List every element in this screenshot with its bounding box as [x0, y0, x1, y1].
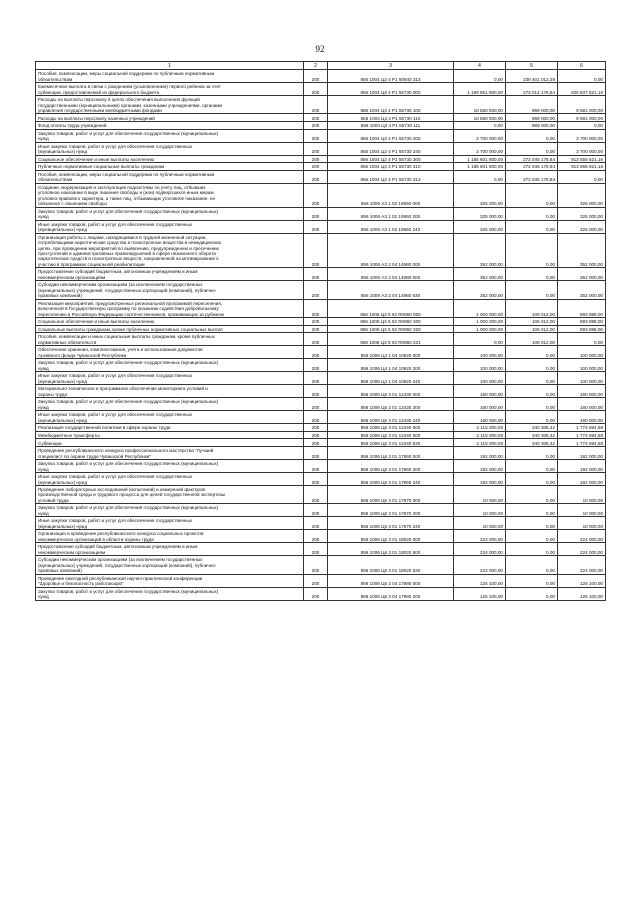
row-executed-amount: 106 012,00: [506, 325, 558, 333]
row-description: Закупка товаров, работ и услуг для обеспечения государственных (муниципальных) нужд: [36, 504, 304, 517]
row-description: Публичные нормативные социальные выплаты гражданам: [36, 163, 304, 171]
row-approved-amount: 1 000 000,00: [454, 317, 506, 325]
row-classification: 856 1006 А3 1 02 19950 240: [328, 220, 454, 233]
row-description: Проведение лабораторных исследований (испытаний) и измерений факторов производственной среды и трудового процесса для целей государственной экспертизы условий труда: [36, 485, 304, 503]
row-description: Закупка товаров, работ и услуг для обеспечения государственных (муниципальных) нужд: [36, 398, 304, 411]
row-unexecuted-amount: 182 000,00: [558, 459, 606, 472]
table-row: [36, 233, 606, 268]
row-description: Закупка товаров, работ и услуг для обеспечения государственных (муниципальных) нужд: [36, 359, 304, 372]
row-executed-amount: 0,00: [506, 220, 558, 233]
row-approved-amount: 125 100,00: [454, 574, 506, 587]
row-description: Иные закупки товаров, работ и услуг для обеспечения государственных (муниципальных) нужд: [36, 472, 304, 485]
column-header: 4: [454, 62, 506, 70]
row-code: 200: [304, 372, 328, 385]
row-code: 200: [304, 233, 328, 268]
row-classification: 856 1006 А3 1 02 19950 000: [328, 183, 454, 207]
budget-table: [35, 61, 606, 601]
row-approved-amount: 3 700 000,00: [454, 142, 506, 155]
row-unexecuted-amount: 893 988,00: [558, 299, 606, 317]
row-code: 200: [304, 472, 328, 485]
row-approved-amount: 325 000,00: [454, 207, 506, 220]
row-unexecuted-amount: 352 000,00: [558, 233, 606, 268]
row-approved-amount: 1 185 601 800,00: [454, 155, 506, 163]
row-unexecuted-amount: 325 000,00: [558, 183, 606, 207]
row-executed-amount: 0,00: [506, 472, 558, 485]
row-classification: 856 1004 Ц3 4 Р1 55730 240: [328, 142, 454, 155]
row-executed-amount: 0,00: [506, 556, 558, 574]
table-row: [36, 155, 606, 163]
row-approved-amount: 125 100,00: [454, 587, 506, 600]
row-code: 200: [304, 83, 328, 96]
row-approved-amount: 0,00: [454, 170, 506, 183]
row-code: 200: [304, 587, 328, 600]
row-code: 200: [304, 170, 328, 183]
row-description: Создание, модернизация и эксплуатация подсистемы по учету лиц, отбывших уголовное наказание в виде лишения свободы и (или) подвергшихся иным мерам уголовно-правового характера, а также лиц, отбывающих уголовное наказание, не связанное с лишением свободы: [36, 183, 304, 207]
row-classification: 856 1006 Ц3 5 02 R0860 320: [328, 325, 454, 333]
row-approved-amount: 100 000,00: [454, 359, 506, 372]
row-description: Закупка товаров, работ и услуг для обеспечения государственных (муниципальных) нужд: [36, 587, 304, 600]
row-classification: 856 1006 Ц6 3 01 18020 000: [328, 530, 454, 543]
row-classification: 856 1006 Ц6 3 01 17970 200: [328, 504, 454, 517]
table-row: [36, 411, 606, 424]
row-approved-amount: 10 000,00: [454, 517, 506, 530]
row-description: Проведение ежегодной республиканской научно-практической конференции "Здоровье и безопасность работающих": [36, 574, 304, 587]
row-unexecuted-amount: 160 000,00: [558, 385, 606, 398]
row-unexecuted-amount: 224 000,00: [558, 556, 606, 574]
row-code: 200: [304, 70, 328, 83]
row-description: Проведение республиканского конкурса профессионального мастерства "Лучший специалист по охране труда Чувашской Республики": [36, 446, 304, 459]
row-code: 200: [304, 163, 328, 171]
row-description: Расходы на выплаты персоналу в целях обеспечения выполнения функций государственными (муниципальными) органами, казенными учреждениями, органами управления государственными внебюджетными фондами: [36, 96, 304, 114]
row-classification: 856 1006 Ц6 3 01 12440 500: [328, 431, 454, 439]
table-row: [36, 281, 606, 299]
row-description: Ежемесячная выплата в связи с рождением (усыновлением) первого ребенка за счет субвенции, предоставляемой из федерального бюджета: [36, 83, 304, 96]
row-unexecuted-amount: 160 000,00: [558, 411, 606, 424]
table-row: [36, 142, 606, 155]
table-row: [36, 359, 606, 372]
row-approved-amount: 0,00: [454, 70, 506, 83]
row-approved-amount: 10 000,00: [454, 485, 506, 503]
row-executed-amount: 969 000,00: [506, 96, 558, 114]
row-description: Межбюджетные трансферты: [36, 431, 304, 439]
row-classification: 856 1006 Ц6 3 01 18020 630: [328, 556, 454, 574]
row-classification: 856 1006 Ц6 3 01 17960 000: [328, 446, 454, 459]
row-description: Пособия, компенсации, меры социальной поддержки по публичным нормативным обязательствам: [36, 170, 304, 183]
row-code: 200: [304, 517, 328, 530]
row-classification: 856 1006 Ц6 3 01 17960 240: [328, 472, 454, 485]
table-row: [36, 485, 606, 503]
row-approved-amount: 352 000,00: [454, 268, 506, 281]
row-unexecuted-amount: 0,00: [558, 121, 606, 129]
table-row: [36, 129, 606, 142]
table-row: [36, 183, 606, 207]
row-approved-amount: 160 000,00: [454, 385, 506, 398]
row-classification: 856 1004 Ц3 4 Р1 50840 313: [328, 70, 454, 83]
row-classification: 856 1006 Ц6 3 01 12440 000: [328, 424, 454, 432]
table-row: [36, 587, 606, 600]
row-executed-amount: 0,00: [506, 233, 558, 268]
row-approved-amount: 352 000,00: [454, 233, 506, 268]
row-unexecuted-amount: 100 000,00: [558, 359, 606, 372]
row-classification: 856 1006 А3 2 04 14980 600: [328, 268, 454, 281]
row-unexecuted-amount: 893 988,00: [558, 317, 606, 325]
row-executed-amount: 969 000,00: [506, 121, 558, 129]
row-executed-amount: 340 305,42: [506, 439, 558, 447]
row-code: 200: [304, 142, 328, 155]
column-header: 6: [558, 62, 606, 70]
row-unexecuted-amount: 100 000,00: [558, 346, 606, 359]
row-description: Фонд оплаты труда учреждений: [36, 121, 304, 129]
row-unexecuted-amount: 913 556 621,16: [558, 163, 606, 171]
row-executed-amount: 0,00: [506, 504, 558, 517]
row-code: 200: [304, 574, 328, 587]
row-approved-amount: 182 000,00: [454, 459, 506, 472]
row-executed-amount: 340 305,42: [506, 431, 558, 439]
row-classification: 856 1006 Ц6 3 01 17970 000: [328, 485, 454, 503]
row-classification: 856 1006 Ц6 3 01 12440 530: [328, 439, 454, 447]
row-approved-amount: 160 000,00: [454, 411, 506, 424]
row-classification: 856 1006 Ц3 5 02 R0860 300: [328, 317, 454, 325]
row-code: 200: [304, 346, 328, 359]
row-description: Субсидии некоммерческим организациям (за исключением государственных (муниципальных) учреждений, государственных корпораций (компаний), публично- правовых компаний): [36, 281, 304, 299]
row-code: 200: [304, 317, 328, 325]
row-approved-amount: 352 000,00: [454, 281, 506, 299]
row-description: Иные закупки товаров, работ и услуг для обеспечения государственных (муниципальных) нужд: [36, 517, 304, 530]
table-row: [36, 333, 606, 346]
row-classification: 856 1006 А3 2 04 14980 630: [328, 281, 454, 299]
table-row: [36, 556, 606, 574]
row-executed-amount: 0,00: [506, 398, 558, 411]
table-row: [36, 431, 606, 439]
row-approved-amount: 10 550 000,00: [454, 96, 506, 114]
row-executed-amount: 272 045 178,84: [506, 163, 558, 171]
row-description: Социальное обеспечение и иные выплаты населению: [36, 155, 304, 163]
row-executed-amount: 0,00: [506, 574, 558, 587]
row-approved-amount: 10 000,00: [454, 504, 506, 517]
row-description: Расходы на выплаты персоналу казенных учреждений: [36, 114, 304, 122]
row-unexecuted-amount: 913 556 621,16: [558, 155, 606, 163]
row-code: 200: [304, 299, 328, 317]
row-approved-amount: 10 550 000,00: [454, 114, 506, 122]
row-executed-amount: 969 000,00: [506, 114, 558, 122]
row-classification: 856 1006 Ц6 3 01 17960 200: [328, 459, 454, 472]
row-classification: 856 1006 Ц4 1 04 10920 000: [328, 346, 454, 359]
row-unexecuted-amount: 9 581 000,00: [558, 114, 606, 122]
row-description: Субсидии некоммерческим организациям (за исключением государственных (муниципальных) учреждений, государственных корпораций (компаний), публично- правовых компаний): [36, 556, 304, 574]
table-row: [36, 543, 606, 556]
row-unexecuted-amount: 352 000,00: [558, 268, 606, 281]
row-code: 200: [304, 556, 328, 574]
row-description: Закупка товаров, работ и услуг для обеспечения государственных (муниципальных) нужд: [36, 129, 304, 142]
row-code: 200: [304, 431, 328, 439]
row-classification: 856 1006 Ц3 5 02 R0860 321: [328, 333, 454, 346]
row-description: Реализация мероприятий, предусмотренных региональной программой переселения, включенной в Государственную программу по оказанию содействия добровольному переселению в Российскую Федерацию соотечественников, проживающих за рубежом: [36, 299, 304, 317]
row-code: 200: [304, 96, 328, 114]
row-code: 200: [304, 543, 328, 556]
page-number: 92: [315, 44, 325, 54]
row-unexecuted-amount: 3 700 000,00: [558, 129, 606, 142]
row-description: Пособия, компенсации и иные социальные выплаты гражданам, кроме публичных нормативных обязательств: [36, 333, 304, 346]
table-row: [36, 163, 606, 171]
row-approved-amount: 2 115 000,00: [454, 431, 506, 439]
row-approved-amount: 100 000,00: [454, 346, 506, 359]
row-unexecuted-amount: 1 774 694,58: [558, 424, 606, 432]
table-row: [36, 170, 606, 183]
row-classification: 856 1004 Ц3 4 Р1 55730 310: [328, 163, 454, 171]
row-approved-amount: 3 700 000,00: [454, 129, 506, 142]
row-code: 200: [304, 439, 328, 447]
row-executed-amount: 0,00: [506, 543, 558, 556]
row-description: Иные закупки товаров, работ и услуг для обеспечения государственных (муниципальных) нужд: [36, 411, 304, 424]
row-code: 200: [304, 446, 328, 459]
row-approved-amount: 182 000,00: [454, 472, 506, 485]
row-classification: 856 1004 Ц3 4 Р1 55730 000: [328, 83, 454, 96]
row-executed-amount: 0,00: [506, 281, 558, 299]
row-unexecuted-amount: 160 000,00: [558, 398, 606, 411]
row-approved-amount: 0,00: [454, 121, 506, 129]
row-approved-amount: 224 000,00: [454, 556, 506, 574]
row-executed-amount: 106 012,00: [506, 317, 558, 325]
row-approved-amount: 224 000,00: [454, 543, 506, 556]
row-executed-amount: 0,00: [506, 411, 558, 424]
row-description: Иные закупки товаров, работ и услуг для обеспечения государственных (муниципальных) нужд: [36, 142, 304, 155]
row-executed-amount: 340 305,42: [506, 424, 558, 432]
row-executed-amount: 0,00: [506, 372, 558, 385]
row-description: Иные закупки товаров, работ и услуг для обеспечения государственных (муниципальных) нужд: [36, 220, 304, 233]
row-executed-amount: 106 012,00: [506, 299, 558, 317]
row-approved-amount: 1 000 000,00: [454, 325, 506, 333]
row-code: 200: [304, 325, 328, 333]
row-description: Организация работы с лицами, находящимися в трудной жизненной ситуации, потребляющими наркотические средства и психотропные вещества в немедицинских целях, при проведении мероприятий по выявлению, предупреждению и пресечению преступлений и административных правонарушений в сфере незаконного оборота наркотических средств и психотропных веществ, направленной на мотивирование к участию в программах социальной реабилитации: [36, 233, 304, 268]
row-unexecuted-amount: 125 100,00: [558, 587, 606, 600]
row-executed-amount: 273 014 178,84: [506, 83, 558, 96]
row-executed-amount: 0,00: [506, 517, 558, 530]
row-classification: 856 1006 Ц6 3 01 12430 200: [328, 398, 454, 411]
table-row: [36, 220, 606, 233]
row-description: Предоставление субсидий бюджетным, автономным учреждениям и иным некоммерческим организациям: [36, 543, 304, 556]
row-executed-amount: 0,00: [506, 346, 558, 359]
row-classification: 856 1006 А3 2 04 14980 000: [328, 233, 454, 268]
table-row: [36, 459, 606, 472]
row-executed-amount: 0,00: [506, 129, 558, 142]
row-executed-amount: 0,00: [506, 359, 558, 372]
row-unexecuted-amount: 926 837 621,16: [558, 83, 606, 96]
column-header: 3: [328, 62, 454, 70]
table-row: [36, 472, 606, 485]
row-unexecuted-amount: 182 000,00: [558, 446, 606, 459]
column-header: 5: [506, 62, 558, 70]
row-code: 200: [304, 411, 328, 424]
row-unexecuted-amount: 10 000,00: [558, 485, 606, 503]
row-unexecuted-amount: 224 000,00: [558, 530, 606, 543]
row-description: Организация и проведение республиканского конкурса социальных проектов некоммерческих организаций в области охраны труда: [36, 530, 304, 543]
table-row: [36, 207, 606, 220]
row-unexecuted-amount: 3 700 000,00: [558, 142, 606, 155]
row-code: 200: [304, 121, 328, 129]
row-classification: 856 1004 Ц3 4 Р1 55730 110: [328, 114, 454, 122]
row-code: 200: [304, 459, 328, 472]
row-classification: 856 1006 Ц6 3 01 18020 600: [328, 543, 454, 556]
row-unexecuted-amount: 325 000,00: [558, 207, 606, 220]
table-row: [36, 446, 606, 459]
row-code: 200: [304, 359, 328, 372]
row-description: Закупка товаров, работ и услуг для обеспечения государственных (муниципальных) нужд: [36, 459, 304, 472]
table-row: [36, 398, 606, 411]
row-executed-amount: 0,00: [506, 485, 558, 503]
row-classification: 856 1006 Ц6 3 01 17970 240: [328, 517, 454, 530]
row-approved-amount: 2 115 000,00: [454, 439, 506, 447]
row-code: 200: [304, 183, 328, 207]
row-description: Субвенции: [36, 439, 304, 447]
table-row: [36, 317, 606, 325]
row-unexecuted-amount: 1 774 694,58: [558, 439, 606, 447]
row-code: 200: [304, 114, 328, 122]
table-row: [36, 346, 606, 359]
row-approved-amount: 1 000 000,00: [454, 299, 506, 317]
table-row: [36, 325, 606, 333]
row-description: Пособия, компенсации, меры социальной поддержки по публичным нормативным обязательствам: [36, 70, 304, 83]
table-row: [36, 114, 606, 122]
row-description: Социальное обеспечение и иные выплаты населению: [36, 317, 304, 325]
row-executed-amount: 0,00: [506, 142, 558, 155]
row-approved-amount: 182 000,00: [454, 446, 506, 459]
row-classification: 856 1006 Ц3 5 02 R0860 000: [328, 299, 454, 317]
row-code: 200: [304, 155, 328, 163]
row-description: Предоставление субсидий бюджетным, автономным учреждениям и иным некоммерческим организациям: [36, 268, 304, 281]
row-approved-amount: 224 000,00: [454, 530, 506, 543]
table-row: [36, 70, 606, 83]
table-row: [36, 385, 606, 398]
table-row: [36, 517, 606, 530]
row-executed-amount: 0,00: [506, 459, 558, 472]
row-classification: 856 1006 Ц6 3 04 17980 200: [328, 587, 454, 600]
row-executed-amount: 0,00: [506, 207, 558, 220]
column-header: 1: [36, 62, 304, 70]
row-executed-amount: 0,00: [506, 385, 558, 398]
row-unexecuted-amount: 352 000,00: [558, 281, 606, 299]
row-unexecuted-amount: 9 581 000,00: [558, 96, 606, 114]
row-description: Материально-техническое и программное обеспечение мониторинга условий и охраны труда: [36, 385, 304, 398]
row-unexecuted-amount: 10 000,00: [558, 504, 606, 517]
row-unexecuted-amount: 125 100,00: [558, 574, 606, 587]
row-classification: 856 1006 Ц4 1 04 10920 240: [328, 372, 454, 385]
row-executed-amount: 0,00: [506, 587, 558, 600]
row-classification: 856 1004 Ц3 4 Р1 55730 100: [328, 96, 454, 114]
table-header-row: [36, 62, 606, 70]
row-approved-amount: 1 199 851 800,00: [454, 83, 506, 96]
row-unexecuted-amount: 182 000,00: [558, 472, 606, 485]
row-code: 200: [304, 485, 328, 503]
row-unexecuted-amount: 0,00: [558, 170, 606, 183]
row-executed-amount: 0,00: [506, 446, 558, 459]
table-row: [36, 299, 606, 317]
row-executed-amount: 272 045 178,84: [506, 155, 558, 163]
row-unexecuted-amount: 0,00: [558, 333, 606, 346]
table-body: [36, 70, 606, 601]
row-description: Социальные выплаты гражданам, кроме публичных нормативных социальных выплат: [36, 325, 304, 333]
row-code: 200: [304, 281, 328, 299]
table-row: [36, 424, 606, 432]
row-classification: 856 1004 Ц3 4 Р1 55730 313: [328, 170, 454, 183]
table-row: [36, 121, 606, 129]
row-code: 200: [304, 333, 328, 346]
row-approved-amount: 325 000,00: [454, 183, 506, 207]
row-unexecuted-amount: 1 774 694,58: [558, 431, 606, 439]
row-classification: 856 1006 Ц4 1 04 10920 200: [328, 359, 454, 372]
table-row: [36, 83, 606, 96]
table-row: [36, 574, 606, 587]
row-classification: 856 1006 Ц6 3 01 12430 000: [328, 385, 454, 398]
row-classification: 856 1004 Ц3 4 Р1 55730 200: [328, 129, 454, 142]
table-row: [36, 268, 606, 281]
row-code: 200: [304, 424, 328, 432]
table-row: [36, 530, 606, 543]
row-classification: 856 1004 Ц3 4 Р1 55730 300: [328, 155, 454, 163]
row-unexecuted-amount: 224 000,00: [558, 543, 606, 556]
row-classification: 856 1004 Ц3 4 Р1 55730 111: [328, 121, 454, 129]
row-description: Реализация государственной политики в сфере охраны труда: [36, 424, 304, 432]
row-code: 200: [304, 207, 328, 220]
row-code: 200: [304, 504, 328, 517]
row-code: 200: [304, 129, 328, 142]
table-row: [36, 96, 606, 114]
row-executed-amount: 0,00: [506, 183, 558, 207]
table-row: [36, 504, 606, 517]
row-approved-amount: 0,00: [454, 333, 506, 346]
column-header: 2: [304, 62, 328, 70]
row-approved-amount: 2 115 000,00: [454, 424, 506, 432]
row-approved-amount: 160 000,00: [454, 398, 506, 411]
row-code: 200: [304, 398, 328, 411]
row-unexecuted-amount: 893 988,00: [558, 325, 606, 333]
row-classification: 856 1006 Ц6 3 01 12430 240: [328, 411, 454, 424]
table-row: [36, 372, 606, 385]
row-executed-amount: 272 045 178,84: [506, 170, 558, 183]
row-executed-amount: 0,00: [506, 268, 558, 281]
row-approved-amount: 325 000,00: [454, 220, 506, 233]
row-code: 200: [304, 220, 328, 233]
table-row: [36, 439, 606, 447]
row-code: 200: [304, 268, 328, 281]
row-approved-amount: 1 185 601 800,00: [454, 163, 506, 171]
row-classification: 856 1006 Ц6 3 04 17980 000: [328, 574, 454, 587]
row-description: Обеспечение хранения, комплектования, учета и использования документов Архивного фонда Чувашской Республики: [36, 346, 304, 359]
row-unexecuted-amount: 10 000,00: [558, 517, 606, 530]
row-classification: 856 1006 А3 1 02 19950 200: [328, 207, 454, 220]
row-unexecuted-amount: 100 000,00: [558, 372, 606, 385]
row-code: 200: [304, 385, 328, 398]
row-code: 200: [304, 530, 328, 543]
row-unexecuted-amount: 325 000,00: [558, 220, 606, 233]
row-executed-amount: 0,00: [506, 530, 558, 543]
row-executed-amount: 106 012,00: [506, 333, 558, 346]
row-description: Иные закупки товаров, работ и услуг для обеспечения государственных (муниципальных) нужд: [36, 372, 304, 385]
row-description: Закупка товаров, работ и услуг для обеспечения государственных (муниципальных) нужд: [36, 207, 304, 220]
row-approved-amount: 100 000,00: [454, 372, 506, 385]
row-executed-amount: 238 401 012,29: [506, 70, 558, 83]
row-unexecuted-amount: 0,00: [558, 70, 606, 83]
